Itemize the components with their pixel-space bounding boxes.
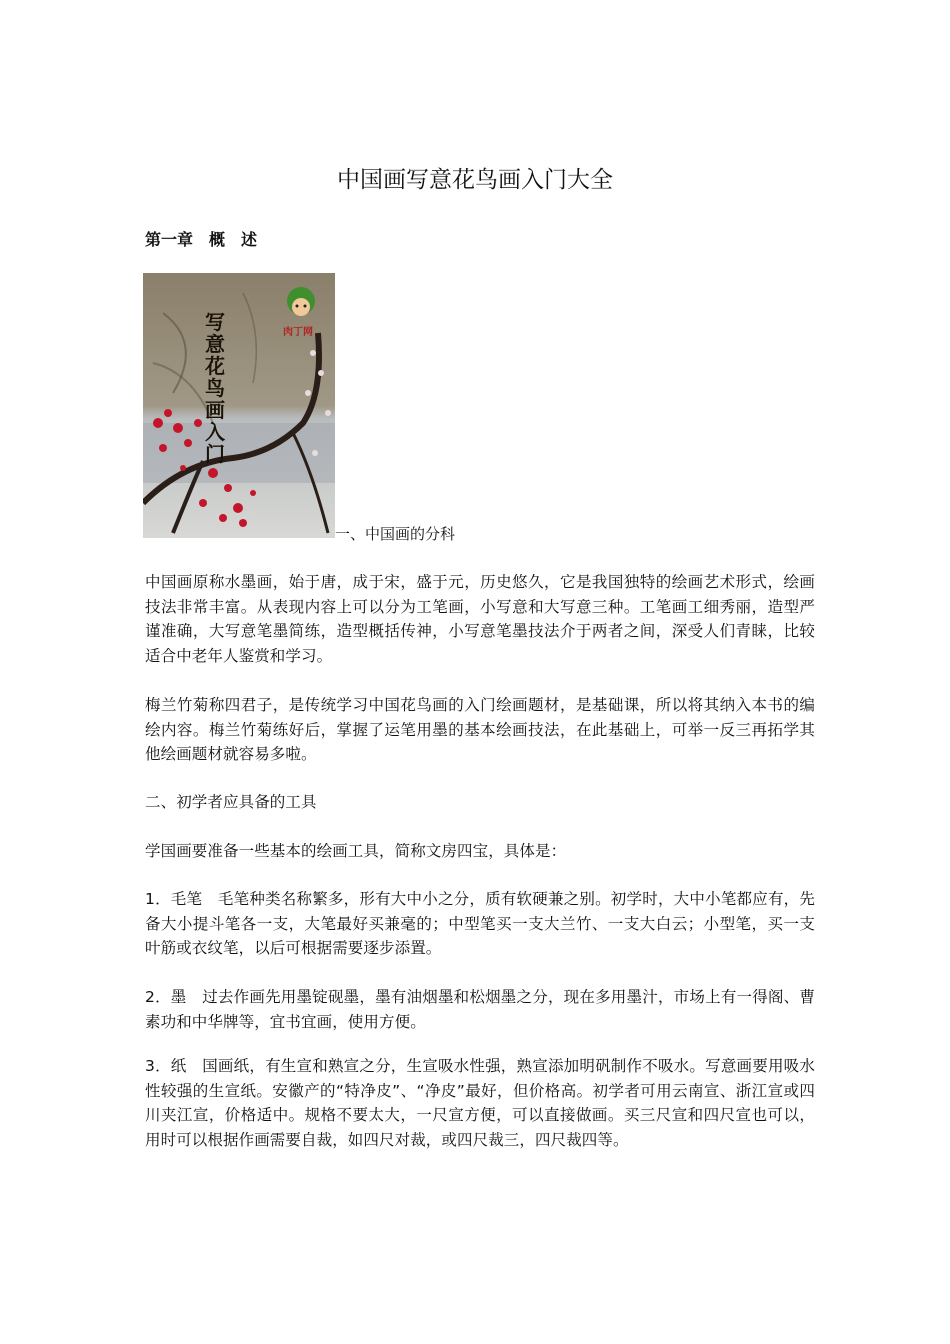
document-title: 中国画写意花鸟画入门大全 (337, 167, 613, 193)
chapter-heading: 第一章 概 述 (145, 230, 258, 249)
section-heading-2: 二、初学者应具备的工具 (145, 793, 317, 811)
paragraph-ink: 2．墨 过去作画先用墨锭砚墨，墨有油烟墨和松烟墨之分，现在多用墨汁，市场上有一得阁、曹素功和中华牌等，宜书宜画，使用方便。 (145, 988, 815, 1031)
cover-painting (143, 273, 335, 538)
paragraph-3: 学国画要准备一些基本的绘画工具，简称文房四宝，具体是： (145, 842, 567, 860)
section-heading-1: 一、中国画的分科 (335, 525, 456, 543)
watermark-logo: 肉丁网 (283, 327, 313, 338)
paragraph-brush: 1．毛笔 毛笔种类名称繁多，形有大中小之分，质有软硬兼之别。初学时，大中小笔都应有，先备大小提斗笔各一支，大笔最好买兼毫的；中型笔买一支大兰竹、一支大白云；小型笔，买一支叶筋或衣纹笔，以后可根据需要逐步添置。 (145, 890, 815, 957)
cover-title: 写意花鸟画入门 (205, 310, 225, 466)
book-cover-image (143, 273, 335, 538)
paragraph-paper: 3．纸 国画纸，有生宣和熟宣之分，生宣吸水性强，熟宣添加明矾制作不吸水。写意画要用吸水性较强的生宣纸。安徽产的“特净皮”、“净皮”最好，但价格高。初学者可用云南宣、浙江宣或四川夹江宣，价格适中。规格不要太大，一尺宣方便，可以直接做画。买三尺宣和四尺宣也可以，用时可以根据作画需要自裁，如四尺对裁，或四尺裁三，四尺裁四等。 (145, 1057, 815, 1149)
paragraph-1: 中国画原称水墨画，始于唐，成于宋，盛于元，历史悠久，它是我国独特的绘画艺术形式，绘画技法非常丰富。从表现内容上可以分为工笔画，小写意和大写意三种。工笔画工细秀丽，造型严谨准确，大写意笔墨简练，造型概括传神，小写意笔墨技法介于两者之间，深受人们青睐，比较适合中老年人鉴赏和学习。 (145, 573, 815, 665)
paragraph-2: 梅兰竹菊称四君子，是传统学习中国花鸟画的入门绘画题材，是基础课，所以将其纳入本书的编绘内容。梅兰竹菊练好后，掌握了运笔用墨的基本绘画技法，在此基础上，可举一反三再拓学其他绘画题材就容易多啦。 (145, 696, 815, 763)
